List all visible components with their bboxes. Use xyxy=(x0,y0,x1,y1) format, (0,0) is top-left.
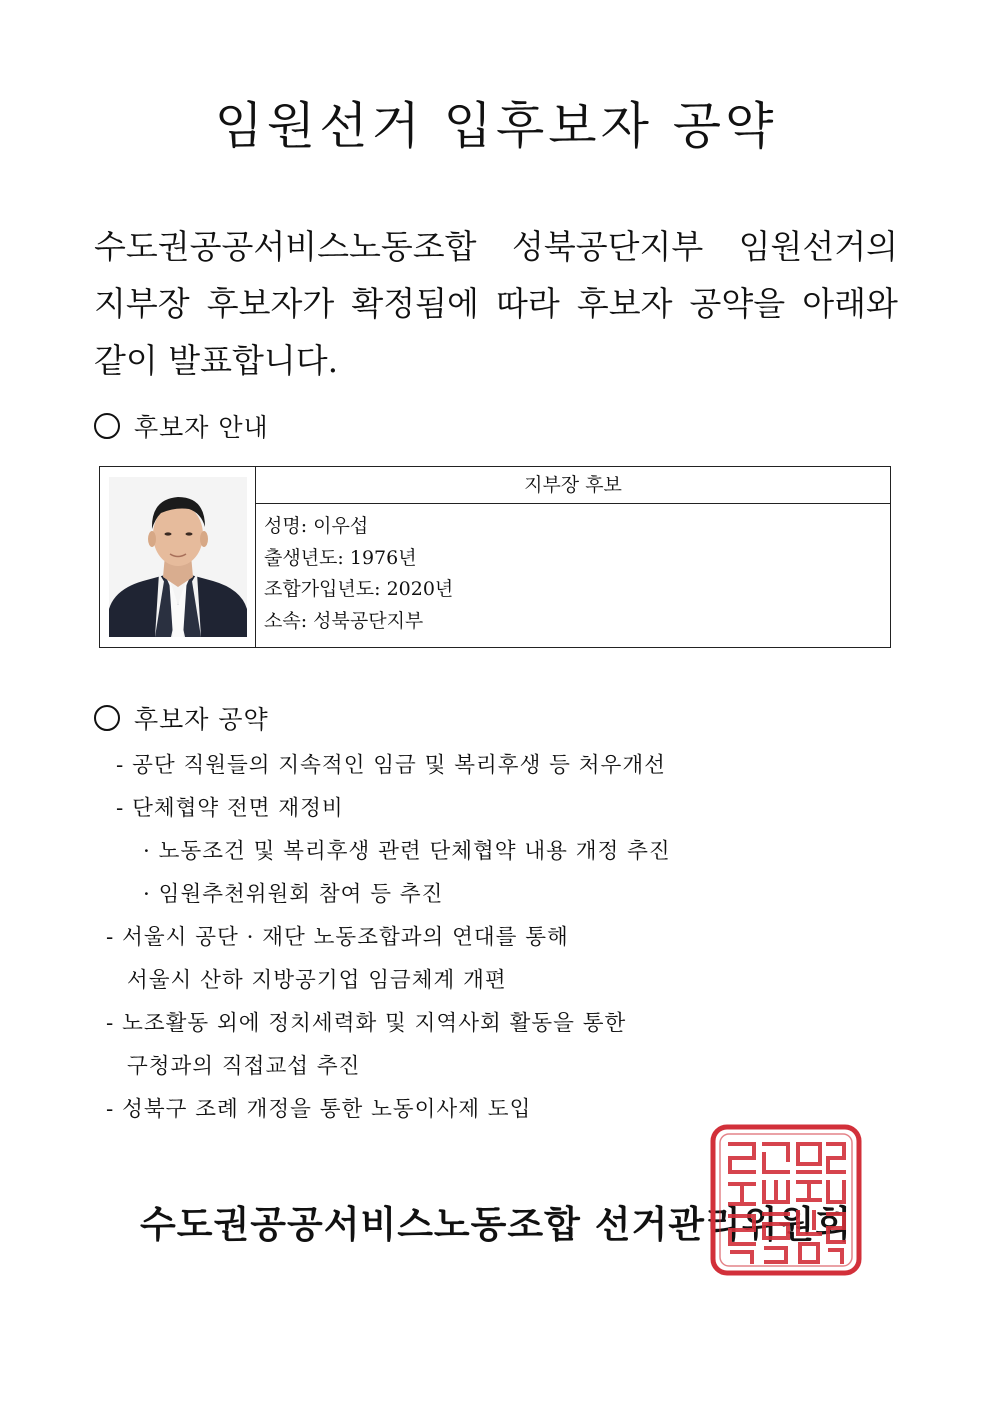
intro-line-1 xyxy=(94,218,898,275)
intro-word: 후보자가 xyxy=(206,284,335,323)
pledge-item-continuation: 구청과의 직접교섭 추진 xyxy=(127,1054,361,1079)
pledge-item: - 성북구 조례 개정을 통한 노동이사제 도입 xyxy=(106,1097,532,1122)
candidate-join-year: 조합가입년도: 2020년 xyxy=(264,578,454,600)
circle-bullet-icon xyxy=(94,705,120,731)
section-heading-pledges xyxy=(94,700,269,736)
candidate-birth-year: 출생년도: 1976년 xyxy=(264,546,417,569)
issuer-name: 수도권공공서비스노동조합 선거관리위원회 xyxy=(140,1202,852,1246)
official-seal-icon xyxy=(710,1124,862,1276)
pledge-item: - 서울시 공단 · 재단 노동조합과의 연대를 통해 xyxy=(106,925,569,950)
intro-word: 따라 xyxy=(495,284,560,323)
intro-word: 후보자 xyxy=(576,284,673,323)
intro-word: 임원선거의 xyxy=(738,227,898,266)
intro-line-2 xyxy=(94,275,898,332)
intro-line-3: 같이 발표합니다. xyxy=(94,341,339,380)
page-title: 임원선거 입후보자 공약 xyxy=(214,97,778,155)
candidate-affiliation: 소속: 성북공단지부 xyxy=(264,609,424,632)
candidate-info xyxy=(264,511,453,637)
pledge-item: - 단체협약 전면 재정비 xyxy=(116,796,344,821)
candidate-table xyxy=(99,466,891,648)
section-heading-candidate xyxy=(94,408,269,444)
pledge-item: - 노조활동 외에 정치세력화 및 지역사회 활동을 통한 xyxy=(106,1011,627,1036)
intro-word: 지부장 xyxy=(94,284,190,323)
candidate-name: 성명: 이우섭 xyxy=(264,515,369,537)
candidate-photo-cell xyxy=(100,467,256,647)
intro-word: 아래와 xyxy=(802,284,898,323)
candidate-position-header: 지부장 후보 xyxy=(256,467,890,504)
section-label: 후보자 공약 xyxy=(134,705,269,734)
intro-paragraph xyxy=(94,218,898,389)
candidate-photo xyxy=(109,477,247,637)
section-label: 후보자 안내 xyxy=(134,413,269,442)
pledge-subitem: · 노동조건 및 복리후생 관련 단체협약 내용 개정 추진 xyxy=(143,839,671,864)
circle-bullet-icon xyxy=(94,413,120,439)
intro-word: 수도권공공서비스노동조합 xyxy=(94,227,477,266)
intro-word: 확정됨에 xyxy=(351,284,479,323)
pledge-item-continuation: 서울시 산하 지방공기업 임금체계 개편 xyxy=(127,968,507,993)
intro-word: 공약을 xyxy=(689,284,786,323)
pledge-subitem: · 임원추천위원회 참여 등 추진 xyxy=(143,882,444,907)
pledge-item: - 공단 직원들의 지속적인 임금 및 복리후생 등 처우개선 xyxy=(116,753,666,778)
intro-word: 성북공단지부 xyxy=(511,227,704,266)
